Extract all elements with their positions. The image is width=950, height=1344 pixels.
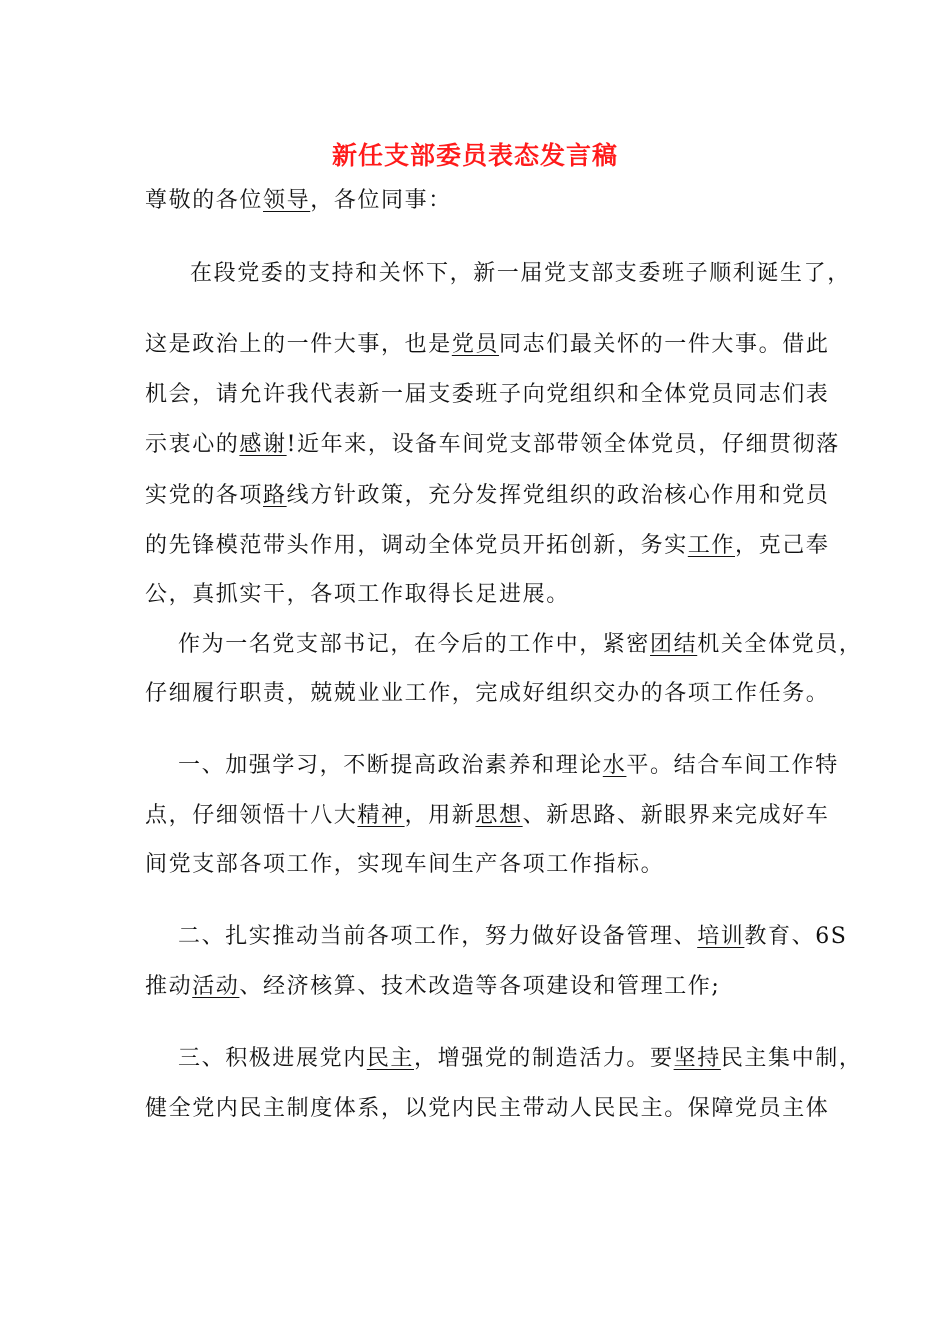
text-segment: ，增强党的制造活力。要 [414,1046,674,1071]
text-segment: 推动 [145,974,193,999]
text-segment: 点，仔细领悟十八大 [145,803,358,828]
text-segment: 机会，请允许我代表新一届支委班子向党组织和全体党员同志们表 [145,382,830,407]
text-segment: ，用新 [404,803,476,828]
text-segment: 教育、6S [744,924,848,949]
text-segment: 尊敬的各位 [145,188,264,213]
text-segment: 一、加强学习，不断提高政治素养和理论 [178,753,603,778]
body-line [145,380,829,410]
underlined-term: 党员 [451,332,500,357]
underlined-term: 路 [263,483,287,508]
text-segment: ，克己奉 [735,533,830,558]
text-segment: 同志们最关怀的一件大事。借此 [499,332,830,357]
underlined-term: 领导 [263,188,311,213]
body-line [145,330,829,360]
text-segment: 实党的各项 [145,483,264,508]
body-line [145,850,664,880]
body-line [145,1094,829,1124]
underlined-term: 精神 [357,803,405,828]
text-segment: 民主集中制， [720,1046,863,1071]
underlined-term: 工作 [687,533,736,558]
underlined-term: 团结 [650,632,698,657]
body-line [145,430,840,460]
body-line [190,259,851,289]
underlined-term: 民主 [366,1046,415,1071]
underlined-term: 思想 [475,803,523,828]
body-line [178,922,847,952]
salutation-line [145,186,452,216]
body-line [145,580,570,610]
text-segment: 、新思路、新眼界来完成好车 [522,803,830,828]
underlined-term: 坚持 [673,1046,721,1071]
underlined-term: 感谢 [239,432,287,457]
text-segment: 在段党委的支持和关怀下，新一届党支部支委班子顺利诞生了， [190,261,851,286]
text-segment: 三、积极进展党内 [178,1046,367,1071]
body-line [178,630,862,660]
body-line [178,751,839,781]
underlined-term: 培训 [697,924,745,949]
text-segment: 、经济核算、技术改造等各项建设和管理工作; [239,974,721,999]
text-segment: 健全党内民主制度体系，以党内民主带动人民民主。保障党员主体 [145,1096,830,1121]
body-line [145,679,829,709]
underlined-term: 活动 [192,974,240,999]
document-title: 新任支部委员表态发言稿 [331,141,618,170]
body-line [145,801,829,831]
text-segment: 二、扎实推动当前各项工作，努力做好设备管理、 [178,924,698,949]
body-line [145,531,829,561]
text-segment: 线方针政策，充分发挥党组织的政治核心作用和党员 [286,483,830,508]
text-segment: ，各位同事： [310,188,452,213]
text-segment: 示衷心的 [145,432,240,457]
body-line [145,972,720,1002]
text-segment: 作为一名党支部书记，在今后的工作中，紧密 [178,632,651,657]
text-segment: 这是政治上的一件大事，也是 [145,332,452,357]
text-segment: 机关全体党员， [697,632,863,657]
body-line [145,481,829,511]
text-segment: !近年来，设备车间党支部带领全体党员，仔细贯彻落 [286,432,840,457]
body-line [178,1044,862,1074]
underlined-term: 水 [602,753,627,778]
text-segment: 公，真抓实干，各项工作取得长足进展。 [145,582,570,607]
text-segment: 平。结合车间工作特 [626,753,839,778]
text-segment: 的先锋模范带头作用，调动全体党员开拓创新，务实 [145,533,688,558]
text-segment: 仔细履行职责，兢兢业业工作，完成好组织交办的各项工作任务。 [145,681,830,706]
text-segment: 间党支部各项工作，实现车间生产各项工作指标。 [145,852,665,877]
